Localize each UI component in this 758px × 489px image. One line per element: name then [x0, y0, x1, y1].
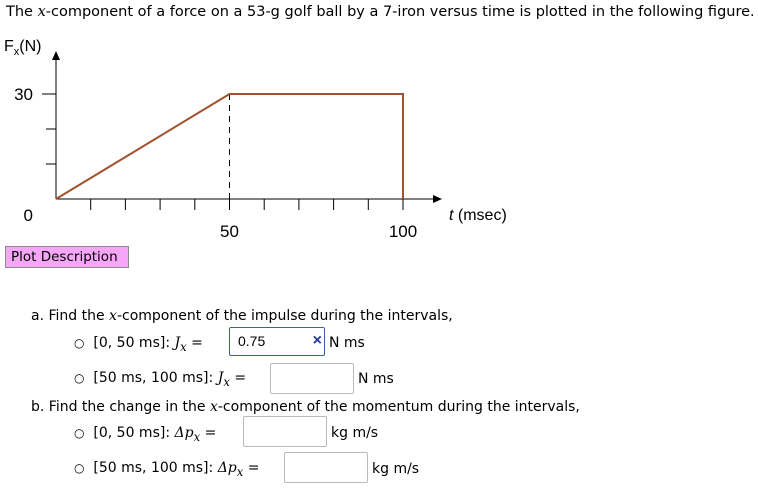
plot-description-button[interactable]: Plot Description — [5, 246, 129, 268]
bullet-icon: ○ — [74, 461, 85, 475]
chart-tick-labels — [14, 85, 417, 241]
momentum-50-100-input[interactable] — [284, 452, 368, 483]
chart-axes — [52, 51, 442, 203]
problem-intro: The x-component of a force on a 53-g golf ball by a 7-iron versus time is plotted in the following figure. — [6, 4, 755, 20]
part-b-question: b. Find the change in the x-component of the momentum during the intervals, — [31, 399, 580, 415]
bullet-icon: ○ — [74, 371, 85, 385]
bullet-icon: ○ — [74, 426, 85, 440]
unit-label: N ms — [358, 371, 394, 387]
momentum-0-50-input[interactable] — [243, 416, 327, 447]
incorrect-x-icon: × — [312, 332, 322, 349]
y-axis-title: $F_x(N)$ — [4, 38, 42, 59]
chart-marks — [56, 94, 403, 199]
var-x: x — [37, 4, 46, 20]
unit-label: N ms — [329, 335, 365, 351]
y-axis-arrow-icon — [52, 51, 60, 60]
x-tick-label: 100 — [388, 222, 418, 241]
x-tick-label: 50 — [220, 222, 239, 241]
bullet-icon: ○ — [74, 336, 85, 350]
part-b-item-2: ○ [50 ms, 100 ms]: $\Delta p_x$ = — [74, 460, 260, 479]
part-b-item-1: ○ [0, 50 ms]: $\Delta p_x$ = — [74, 425, 217, 444]
impulse-50-100-input[interactable] — [270, 363, 354, 394]
unit-label: kg m/s — [372, 461, 420, 477]
x-axis-title: t (msec) — [449, 207, 507, 224]
x-axis-arrow-icon — [433, 195, 442, 203]
unit-label: kg m/s — [331, 425, 379, 441]
y-tick-label: 0 — [23, 206, 33, 225]
impulse-0-50-input[interactable]: 0.75 × — [229, 327, 325, 356]
chart-ticks — [42, 94, 403, 210]
y-tick-label: 30 — [14, 85, 33, 104]
part-a-item-1: ○ [0, 50 ms]: $J_x$ = — [74, 335, 203, 354]
part-a-item-2: ○ [50 ms, 100 ms]: $J_x$ = — [74, 370, 247, 389]
part-a-question: a. Find the x-component of the impulse during the intervals, — [31, 308, 453, 324]
